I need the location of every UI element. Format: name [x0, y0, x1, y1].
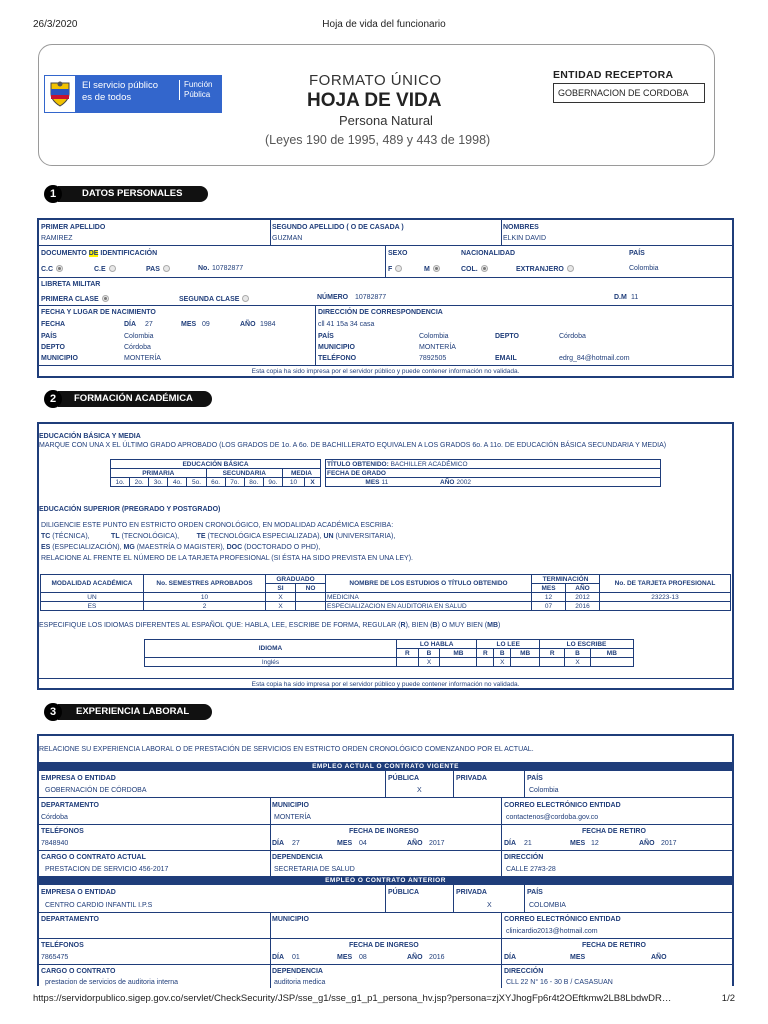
- prev-correo-label: CORREO ELECTRÓNICO ENTIDAD: [504, 916, 621, 923]
- superior-table: [40, 574, 731, 611]
- brand-logo: [44, 75, 222, 113]
- coat-of-arms-icon: [45, 76, 75, 112]
- personal-data-box: [37, 218, 734, 378]
- prev-privada-label: PRIVADA: [456, 889, 487, 896]
- fecha-grado-header: FECHA DE GRADO: [326, 469, 661, 478]
- segundo-apellido-value: GUZMAN: [272, 235, 303, 242]
- pas-option[interactable]: PAS: [146, 265, 170, 273]
- grado-anio-value: 2002: [456, 478, 661, 487]
- nac-pais-label: PAÍS: [41, 333, 57, 340]
- cur-dependencia-value: SECRETARIA DE SALUD: [274, 866, 355, 873]
- nac-depto-value: Córdoba: [124, 344, 151, 351]
- escribe-b: X: [565, 658, 590, 667]
- prev-retiro-label: FECHA DE RETIRO: [582, 942, 646, 949]
- section1-number: 1: [44, 185, 62, 203]
- row1-modalidad: UN: [41, 593, 144, 602]
- funcion-publica-label: Función Pública: [179, 80, 212, 100]
- row1-tarjeta: 23223-13: [600, 593, 731, 602]
- hdr-anio: AÑO: [566, 584, 600, 593]
- extranjero-option[interactable]: EXTRANJERO: [516, 265, 574, 273]
- libreta-numero-value: 10782877: [355, 294, 387, 301]
- prev-out-anio-label: AÑO: [651, 954, 667, 961]
- secundaria-header: SECUNDARIA: [206, 469, 282, 478]
- escribe-mb: [590, 658, 633, 667]
- row2-no: [296, 602, 326, 611]
- entity-label: ENTIDAD RECEPTORA: [553, 69, 674, 81]
- sexo-m-radio[interactable]: [433, 265, 440, 272]
- row2-nombre: ESPECIALIZACION EN AUDITORIA EN SALUD: [326, 602, 532, 611]
- cur-municipio-value: MONTERÍA: [274, 814, 311, 821]
- doc-no-label: No.: [198, 265, 210, 272]
- telefono-label: TELÉFONO: [318, 355, 357, 362]
- titulo-cell: TÍTULO OBTENIDO: BACHILLER ACADÉMICO: [326, 460, 661, 469]
- grade-cell: 3o.: [149, 478, 168, 487]
- idioma-name: Inglés: [145, 658, 397, 667]
- corr-depto-label: DEPTO: [495, 333, 519, 340]
- primer-apellido-value: RAMIREZ: [41, 235, 73, 242]
- grado-mes-label: MES: [326, 478, 381, 487]
- section1-note: Esta copia ha sido impresa por el servidor público y puede contener información no validada.: [251, 368, 520, 375]
- prev-privada-value: X: [487, 902, 492, 909]
- grade-cell: 1o.: [111, 478, 130, 487]
- nac-mes-label: MES: [181, 321, 197, 328]
- nac-dia-value: 27: [145, 321, 153, 328]
- hdr-escribe-r: R: [540, 649, 565, 658]
- titulo-table: [325, 459, 661, 487]
- prev-direccion-value: CLL 22 N° 16 - 30 B / CASASUAN: [506, 979, 613, 986]
- hdr-tarjeta: No. DE TARJETA PROFESIONAL: [600, 575, 731, 593]
- grade-cell: 10: [282, 478, 304, 487]
- corr-municipio-value: MONTERÍA: [419, 344, 456, 351]
- hdr-habla-mb: MB: [440, 649, 477, 658]
- current-job-bar: EMPLEO ACTUAL O CONTRATO VIGENTE: [39, 762, 732, 771]
- corr-municipio-label: MUNICIPIO: [318, 344, 355, 351]
- cur-in-mes-label: MES: [337, 840, 353, 847]
- cur-publica-value: X: [417, 787, 422, 794]
- hdr-modalidad: MODALIDAD ACADÉMICA: [41, 575, 144, 593]
- idiomas-instructions: ESPECIFIQUE LOS IDIOMAS DIFERENTES AL ESPAÑOL QUE: HABLA, LEE, ESCRIBE DE FORMA, REGULAR (R), BIEN (B) O MUY BIEN (MB): [39, 622, 501, 629]
- row2-modalidad: ES: [41, 602, 144, 611]
- cur-out-mes-value: 12: [591, 840, 599, 847]
- grade-cell: 9o.: [263, 478, 282, 487]
- format-line1: FORMATO ÚNICO: [309, 72, 442, 89]
- segunda-clase-option[interactable]: SEGUNDA CLASE: [179, 295, 249, 303]
- cur-pais-label: PAÍS: [527, 775, 543, 782]
- row2-tarjeta: [600, 602, 731, 611]
- grado-mes-value: 11: [381, 478, 426, 487]
- nac-mes-value: 09: [202, 321, 210, 328]
- grade-cell: 4o.: [168, 478, 187, 487]
- print-header: [0, 0, 768, 40]
- section1-header: [44, 185, 244, 203]
- cur-out-anio-value: 2017: [661, 840, 677, 847]
- row1-nombre: MEDICINA: [326, 593, 532, 602]
- cur-in-anio-value: 2017: [429, 840, 445, 847]
- cur-in-dia-value: 27: [292, 840, 300, 847]
- hdr-terminacion: TERMINACIÓN: [532, 575, 600, 584]
- prev-telefonos-label: TELÉFONOS: [41, 942, 84, 949]
- hdr-lee-mb: MB: [511, 649, 540, 658]
- cur-out-dia-value: 21: [524, 840, 532, 847]
- experience-intro: RELACIONE SU EXPERIENCIA LABORAL O DE PRESTACIÓN DE SERVICIOS EN ESTRICTO ORDEN CRONOLÓGICO COMENZANDO POR EL ACTUAL.: [39, 746, 534, 753]
- section2-note: Esta copia ha sido impresa por el servidor público y puede contener información no validada.: [251, 681, 520, 688]
- row2-mes: 07: [532, 602, 566, 611]
- lee-b: X: [494, 658, 511, 667]
- hdr-escribe-b: B: [565, 649, 590, 658]
- hdr-lee: LO LEE: [477, 640, 540, 649]
- direccion-value: cll 41 15a 34 casa: [318, 321, 375, 328]
- experience-box: [37, 734, 734, 986]
- cur-ingreso-label: FECHA DE INGRESO: [349, 828, 419, 835]
- table-row: [41, 602, 731, 611]
- hdr-lee-b: B: [494, 649, 511, 658]
- pas-radio[interactable]: [163, 265, 170, 272]
- nacionalidad-label: NACIONALIDAD: [461, 250, 516, 257]
- telefono-value: 7892505: [419, 355, 447, 362]
- prev-municipio-label: MUNICIPIO: [272, 916, 309, 923]
- documento-label: DOCUMENTO DE IDENTIFICACIÓN: [41, 250, 158, 257]
- habla-r: [397, 658, 419, 667]
- table-row: [145, 658, 634, 667]
- format-line3: Persona Natural: [339, 113, 433, 128]
- prev-direccion-label: DIRECCIÓN: [504, 968, 544, 975]
- prev-cargo-label: CARGO O CONTRATO: [41, 968, 116, 975]
- section2-number: 2: [44, 390, 62, 408]
- cur-cargo-label: CARGO O CONTRATO ACTUAL: [41, 854, 146, 861]
- primera-clase-option[interactable]: PRIMERA CLASE: [41, 295, 109, 303]
- grade-cell: 8o.: [244, 478, 263, 487]
- nombres-label: NOMBRES: [503, 224, 539, 231]
- section1-title: DATOS PERSONALES: [58, 186, 208, 202]
- idiomas-table: [144, 639, 634, 667]
- nac-pais-value: Colombia: [124, 333, 154, 340]
- page-number: 1/2: [721, 993, 735, 1004]
- section2-header: [44, 390, 244, 408]
- row1-mes: 12: [532, 593, 566, 602]
- sexo-f-radio[interactable]: [395, 265, 402, 272]
- lee-r: [477, 658, 494, 667]
- previous-job-bar: EMPLEO O CONTRATO ANTERIOR: [39, 876, 732, 885]
- cc-radio[interactable]: [56, 265, 63, 272]
- basica-title: EDUCACIÓN BÁSICA Y MEDIA: [39, 433, 141, 440]
- hdr-no: NO: [296, 584, 326, 593]
- row1-semestres: 10: [144, 593, 266, 602]
- hdr-si: SI: [266, 584, 296, 593]
- grade-cell: 5o.: [187, 478, 206, 487]
- prev-empresa-label: EMPRESA O ENTIDAD: [41, 889, 116, 896]
- prev-in-mes-value: 08: [359, 954, 367, 961]
- section2-title: FORMACIÓN ACADÉMICA: [58, 391, 212, 407]
- prev-pais-label: PAÍS: [527, 889, 543, 896]
- cur-publica-label: PÚBLICA: [388, 775, 420, 782]
- nac-dia-label: DÍA: [124, 321, 137, 328]
- form-banner: [38, 44, 715, 166]
- ce-radio[interactable]: [109, 265, 116, 272]
- nacimiento-label: FECHA Y LUGAR DE NACIMIENTO: [41, 309, 156, 316]
- section3-title: EXPERIENCIA LABORAL: [58, 704, 212, 720]
- cc-option[interactable]: C.C: [41, 265, 63, 273]
- cur-direccion-value: CALLE 27#3-28: [506, 866, 556, 873]
- habla-mb: [440, 658, 477, 667]
- nac-municipio-value: MONTERÍA: [124, 355, 161, 362]
- superior-line4: RELACIONE AL FRENTE EL NÚMERO DE LA TARJETA PROFESIONAL (SI ÉSTA HA SIDO PREVISTA EN UNA LEY).: [41, 555, 414, 562]
- cur-in-mes-value: 04: [359, 840, 367, 847]
- ce-option[interactable]: C.E: [94, 265, 116, 273]
- escribe-r: [540, 658, 565, 667]
- cur-empresa-label: EMPRESA O ENTIDAD: [41, 775, 116, 782]
- prev-publica-label: PÚBLICA: [388, 889, 420, 896]
- cur-out-dia-label: DÍA: [504, 840, 517, 847]
- cur-in-anio-label: AÑO: [407, 840, 423, 847]
- prev-telefonos-value: 7865475: [41, 954, 69, 961]
- segundo-apellido-label: SEGUNDO APELLIDO ( O DE CASADA ): [272, 224, 404, 231]
- grade-cell: X: [305, 478, 321, 487]
- habla-b: X: [418, 658, 440, 667]
- cur-correo-label: CORREO ELECTRÓNICO ENTIDAD: [504, 802, 621, 809]
- hdr-idioma: IDIOMA: [145, 640, 397, 658]
- row1-no: [296, 593, 326, 602]
- prev-dependencia-label: DEPENDENCIA: [272, 968, 323, 975]
- form-title: HOJA DE VIDA: [307, 90, 442, 111]
- email-label: EMAIL: [495, 355, 517, 362]
- grado-anio-label: AÑO: [426, 478, 456, 487]
- cur-telefonos-label: TELÉFONOS: [41, 828, 84, 835]
- corr-depto-value: Córdoba: [559, 333, 586, 340]
- prev-in-mes-label: MES: [337, 954, 353, 961]
- corr-pais-value: Colombia: [419, 333, 449, 340]
- cur-departamento-label: DEPARTAMENTO: [41, 802, 99, 809]
- nac-municipio-label: MUNICIPIO: [41, 355, 78, 362]
- sexo-m-option[interactable]: M: [424, 265, 440, 273]
- prev-ingreso-label: FECHA DE INGRESO: [349, 942, 419, 949]
- superior-title: EDUCACIÓN SUPERIOR (PREGRADO Y POSTGRADO): [39, 506, 221, 513]
- email-value: edrg_84@hotmail.com: [559, 355, 630, 362]
- hdr-habla-r: R: [397, 649, 419, 658]
- row2-si: X: [266, 602, 296, 611]
- row1-si: X: [266, 593, 296, 602]
- prev-in-anio-value: 2016: [429, 954, 445, 961]
- pais-value: Colombia: [629, 265, 659, 272]
- media-header: MEDIA: [282, 469, 320, 478]
- nac-anio-label: AÑO: [240, 321, 256, 328]
- cur-telefonos-value: 7848940: [41, 840, 69, 847]
- sexo-label: SEXO: [388, 250, 408, 257]
- edu-basica-header: EDUCACIÓN BÁSICA: [111, 460, 321, 469]
- nombres-value: ELKIN DAVID: [503, 235, 547, 242]
- extranjero-radio[interactable]: [567, 265, 574, 272]
- cur-retiro-label: FECHA DE RETIRO: [582, 828, 646, 835]
- hdr-semestres: No. SEMESTRES APROBADOS: [144, 575, 266, 593]
- prev-in-dia-label: DÍA: [272, 954, 285, 961]
- cur-dependencia-label: DEPENDENCIA: [272, 854, 323, 861]
- superior-line3: ES (ESPECIALIZACIÓN), MG (MAESTRÍA O MAGISTER), DOC (DOCTORADO O PHD),: [41, 544, 321, 551]
- academic-box: [37, 422, 734, 690]
- direccion-label: DIRECCIÓN DE CORRESPONDENCIA: [318, 309, 443, 316]
- prev-dependencia-value: auditoria medica: [274, 979, 326, 986]
- print-date: 26/3/2020: [33, 19, 78, 30]
- primaria-header: PRIMARIA: [111, 469, 207, 478]
- nac-depto-label: DEPTO: [41, 344, 65, 351]
- hdr-lee-r: R: [477, 649, 494, 658]
- cur-cargo-value: PRESTACION DE SERVICIO 456-2017: [45, 866, 169, 873]
- print-title: Hoja de vida del funcionario: [322, 19, 446, 30]
- cur-in-dia-label: DÍA: [272, 840, 285, 847]
- entity-value: GOBERNACION DE CORDOBA: [553, 83, 705, 103]
- col-option[interactable]: COL.: [461, 265, 488, 273]
- section3-number: 3: [44, 703, 62, 721]
- nac-fecha-label: FECHA: [41, 321, 66, 328]
- superior-line1: DILIGENCIE ESTE PUNTO EN ESTRICTO ORDEN CRONOLÓGICO, EN MODALIDAD ACADÉMICA ESCRIBA:: [41, 522, 394, 529]
- hdr-habla-b: B: [418, 649, 440, 658]
- cur-empresa-value: GOBERNACIÓN DE CÓRDOBA: [45, 787, 147, 794]
- prev-pais-value: COLOMBIA: [529, 902, 566, 909]
- row2-semestres: 2: [144, 602, 266, 611]
- sexo-f-option[interactable]: F: [388, 265, 402, 273]
- table-row: [41, 593, 731, 602]
- grade-cell: 2o.: [130, 478, 149, 487]
- hdr-escribe: LO ESCRIBE: [540, 640, 634, 649]
- hdr-graduado: GRADUADO: [266, 575, 326, 584]
- prev-cargo-value: prestacion de servicios de auditoria interna: [45, 979, 179, 986]
- cur-out-anio-label: AÑO: [639, 840, 655, 847]
- superior-line2: TC (TÉCNICA), TL (TECNOLÓGICA), TE (TECNOLÓGICA ESPECIALIZADA), UN (UNIVERSITARIA),: [41, 533, 396, 540]
- print-url: https://servidorpublico.sigep.gov.co/servlet/CheckSecurity/JSP/sse_g1/sse_g1_p1_persona_hv.jsp?persona=zjXYJhogFp6r4t2OEftkmw2LB8LbdwDR…: [33, 993, 672, 1004]
- corr-pais-label: PAÍS: [318, 333, 334, 340]
- row1-anio: 2012: [566, 593, 600, 602]
- dm-label: D.M: [614, 294, 627, 301]
- libreta-label: LIBRETA MILITAR: [41, 281, 101, 288]
- row2-anio: 2016: [566, 602, 600, 611]
- prev-out-mes-label: MES: [570, 954, 586, 961]
- primera-clase-radio[interactable]: [102, 295, 109, 302]
- basica-desc: MARQUE CON UNA X EL ÚLTIMO GRADO APROBADO (LOS GRADOS DE 1o. A 6o. DE BACHILLERATO EQUIVALEN A LOS GRADOS 6o. A 11o. DE EDUCACIÓN BÁSICA SECUNDARIA Y MEDIA): [39, 442, 667, 449]
- cur-correo-value: contactenos@cordoba.gov.co: [506, 814, 599, 821]
- prev-in-dia-value: 01: [292, 954, 300, 961]
- col-radio[interactable]: [481, 265, 488, 272]
- prev-departamento-label: DEPARTAMENTO: [41, 916, 99, 923]
- pais-label: PAÍS: [629, 250, 645, 257]
- doc-no-value: 10782877: [212, 265, 244, 272]
- brand-area: [39, 45, 269, 167]
- hdr-habla: LO HABLA: [397, 640, 477, 649]
- cur-direccion-label: DIRECCIÓN: [504, 854, 544, 861]
- prev-in-anio-label: AÑO: [407, 954, 423, 961]
- prev-out-dia-label: DÍA: [504, 954, 517, 961]
- lee-mb: [511, 658, 540, 667]
- cur-out-mes-label: MES: [570, 840, 586, 847]
- prev-empresa-value: CENTRO CARDIO INFANTIL I.P.S: [45, 902, 153, 909]
- grade-cell: 6o.: [206, 478, 225, 487]
- dm-value: 11: [631, 294, 639, 301]
- format-laws: (Leyes 190 de 1995, 489 y 443 de 1998): [265, 133, 491, 147]
- hdr-mes: MES: [532, 584, 566, 593]
- cur-pais-value: Colombia: [529, 787, 559, 794]
- print-footer: [0, 990, 768, 1010]
- grade-cell: 7o.: [225, 478, 244, 487]
- primer-apellido-label: PRIMER APELLIDO: [41, 224, 106, 231]
- hdr-nombre: NOMBRE DE LOS ESTUDIOS O TÍTULO OBTENIDO: [326, 575, 532, 593]
- cur-municipio-label: MUNICIPIO: [272, 802, 309, 809]
- basic-grades-table: [110, 459, 321, 487]
- cur-privada-label: PRIVADA: [456, 775, 487, 782]
- segunda-clase-radio[interactable]: [242, 295, 249, 302]
- hdr-escribe-mb: MB: [590, 649, 633, 658]
- nac-anio-value: 1984: [260, 321, 276, 328]
- brand-slogan: El servicio público es de todos: [82, 80, 159, 103]
- prev-correo-value: clinicardio2013@hotmail.com: [506, 928, 598, 935]
- cur-departamento-value: Córdoba: [41, 814, 68, 821]
- libreta-numero-label: NÚMERO: [317, 294, 349, 301]
- grades-row: [111, 478, 321, 487]
- section3-header: [44, 703, 244, 721]
